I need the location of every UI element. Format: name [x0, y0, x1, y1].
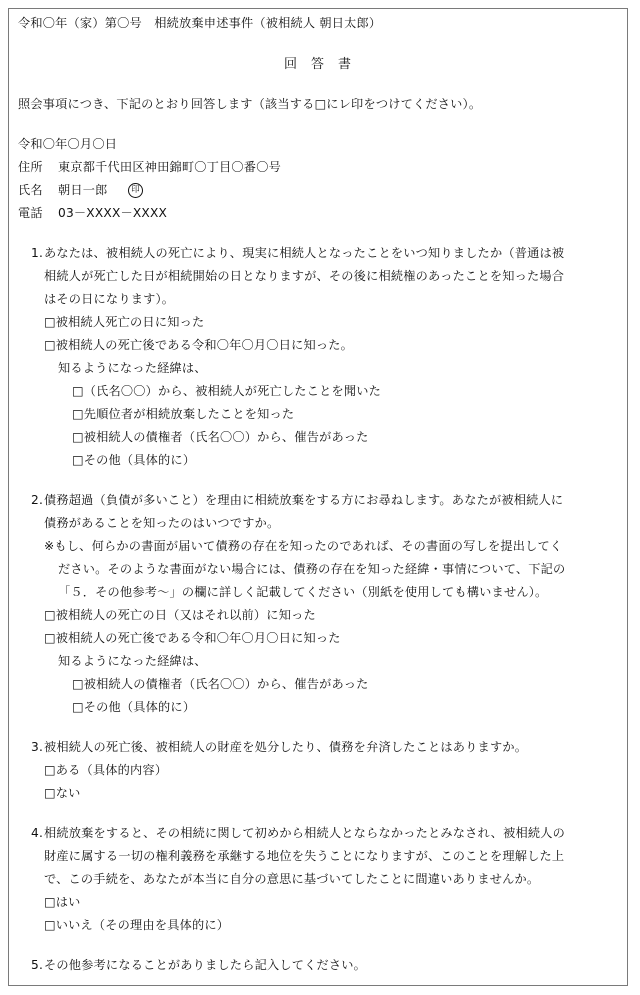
q1-text-line: あなたは、被相続人の死亡により、現実に相続人となったことをいつ知りましたか（普通は被: [44, 246, 565, 260]
q2-option-after-death[interactable]: □被相続人の死亡後である令和〇年〇月〇日に知った: [44, 631, 341, 645]
q4-text-line: で、この手続を、あなたが本当に自分の意思に基づいてしたことに間違いありませんか。: [44, 872, 540, 886]
response-date: 令和〇年〇月〇日: [18, 137, 118, 151]
page-title: 回答書: [284, 57, 366, 72]
q5-text: その他参考になることがありましたら記入してください。: [44, 958, 367, 972]
q1-option-after-death[interactable]: □被相続人の死亡後である令和〇年〇月〇日に知った。: [44, 338, 354, 352]
address-label: 住所: [18, 160, 43, 174]
phone-label: 電話: [18, 206, 43, 220]
q3-option-no[interactable]: □ない: [44, 786, 81, 800]
seal-mark: [128, 182, 143, 198]
q4-option-no[interactable]: □いいえ（その理由を具体的に）: [44, 918, 230, 932]
q1-sub-option-creditor-demand[interactable]: □被相続人の債権者（氏名〇〇）から、催告があった: [72, 430, 369, 444]
name-value: 朝日一郎: [58, 183, 108, 197]
q4-option-yes[interactable]: □はい: [44, 895, 81, 909]
q1-sub-option-heard[interactable]: □（氏名〇〇）から、被相続人が死亡したことを聞いた: [72, 384, 382, 398]
q5-number: 5.: [31, 958, 44, 972]
seal-char: 印: [128, 183, 143, 198]
q3-option-yes[interactable]: □ある（具体的内容）: [44, 763, 168, 777]
q2-text-line: 債務超過（負債が多いこと）を理由に相続放棄をする方にお尋ねします。あなたが被相続人に: [44, 493, 564, 507]
q3-number: 3.: [31, 740, 44, 754]
phone-value: 03－XXXX－XXXX: [58, 206, 168, 220]
name-label: 氏名: [18, 183, 43, 197]
q2-sub-option-other[interactable]: □その他（具体的に）: [72, 700, 196, 714]
q2-note-line: ※もし、何らかの書面が届いて債務の存在を知ったのであれば、その書面の写しを提出してく: [44, 539, 563, 553]
q2-text-line: 債務があることを知ったのはいつですか。: [44, 516, 280, 530]
q2-circumstances-heading: 知るようになった経緯は、: [58, 654, 207, 668]
case-number-line: 令和〇年（家）第〇号 相続放棄申述事件（被相続人 朝日太郎）: [18, 16, 382, 30]
q4-text-line: 相続放棄をすると、その相続に関して初めから相続人とならなかったとみなされ、被相続人の: [44, 826, 566, 840]
q1-option-on-death-day[interactable]: □被相続人死亡の日に知った: [44, 315, 205, 329]
q2-note-line: ださい。そのような書面がない場合には、債務の存在を知った経緯・事情について、下記の: [58, 562, 566, 576]
address-value: 東京都千代田区神田錦町〇丁目〇番〇号: [58, 160, 281, 174]
q4-text-line: 財産に属する一切の権利義務を承継する地位を失うことになりますが、このことを理解した上: [44, 849, 565, 863]
q1-number: 1.: [31, 246, 44, 260]
q2-sub-option-creditor-demand[interactable]: □被相続人の債権者（氏名〇〇）から、催告があった: [72, 677, 369, 691]
intro-text: 照会事項につき、下記のとおり回答します（該当する□にレ印をつけてください）。: [18, 97, 482, 111]
q1-sub-option-prior-renounced[interactable]: □先順位者が相続放棄したことを知った: [72, 407, 295, 421]
q4-number: 4.: [31, 826, 44, 840]
q1-text-line: 相続人が死亡した日が相続開始の日となりますが、その後に相続権のあったことを知った場合: [44, 269, 565, 283]
q3-text: 被相続人の死亡後、被相続人の財産を処分したり、債務を弁済したことはありますか。: [44, 740, 528, 754]
q2-number: 2.: [31, 493, 44, 507]
q1-sub-option-other[interactable]: □その他（具体的に）: [72, 453, 196, 467]
q1-text-line: はその日になります）。: [44, 292, 175, 306]
q1-circumstances-heading: 知るようになった経緯は、: [58, 361, 207, 375]
q2-note-line: 「５．その他参考～」の欄に詳しく記載してください（別紙を使用しても構いません）。: [58, 585, 548, 599]
q2-option-on-or-before-death[interactable]: □被相続人の死亡の日（又はそれ以前）に知った: [44, 608, 316, 622]
